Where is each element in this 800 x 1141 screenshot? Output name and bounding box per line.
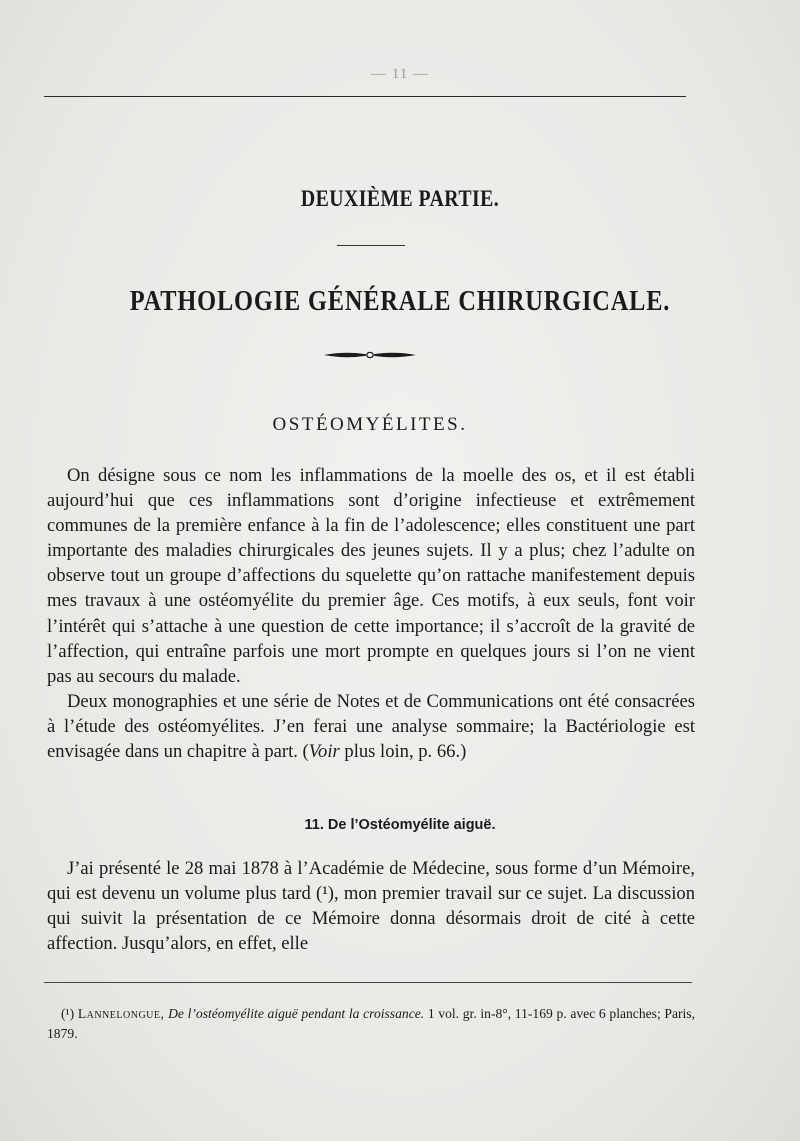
footnote-author: Lannelongue, xyxy=(77,1006,165,1021)
body-text xyxy=(47,463,695,764)
paragraph-text-end: plus loin, p. 66.) xyxy=(339,741,467,763)
footnote-title: De l’ostéomyélite aiguë pendant la croissance. xyxy=(164,1006,425,1021)
page-number: — 11 — xyxy=(371,66,429,82)
footnote-marker: (¹) xyxy=(61,1006,78,1021)
title-divider xyxy=(337,245,405,246)
main-title: PATHOLOGIE GÉNÉRALE CHIRURGICALE. xyxy=(129,285,671,317)
paragraph: On désigne sous ce nom les inflammations de la moelle des os, et il est établi aujourd’hui que ces inflammations sont d’origine infectieuse et extrêmement communes de la première enfance à la fin de l’adolescence; elles constituent une part importante des maladies chirurgicales des jeunes sujets. Il y a plus; chez l’adulte on observe tout un groupe d’affections du squelette qu’on rattache manifestement depuis mes travaux à une ostéomyélite du premier âge. Ces motifs, à eux seuls, font voir l’intérêt qui s’attache à une question de cette importance; il s’accroît de la gravité de l’affection, qui entraîne parfois une mort prompte en quelques jours si l’on ne vient pas au secours du malade. xyxy=(47,465,695,687)
footnote-rule xyxy=(44,982,692,983)
footnote-details: 1 vol. gr. in-8°, 11-169 p. avec 6 planches; Paris, 1879. xyxy=(47,1006,695,1041)
subheading: 11. De l’Ostéomyélite aiguë. xyxy=(304,817,496,833)
paragraph xyxy=(47,689,695,764)
voir-reference: Voir xyxy=(308,741,340,763)
paragraph-text: Deux monographies et une série de Notes et de Communications ont été consacrées à l’étude des ostéomyélites. J’en ferai une analyse sommaire; la Bactériologie est envisagée dans un chapitre à part. ( xyxy=(47,690,695,763)
part-title: DEUXIÈME PARTIE. xyxy=(300,186,500,211)
header-rule xyxy=(44,96,686,97)
ornament-divider-icon xyxy=(322,349,418,361)
paragraph: J’ai présenté le 28 mai 1878 à l’Académie de Médecine, sous forme d’un Mémoire, qui est devenu un volume plus tard (¹), mon premier travail sur ce sujet. La discussion qui suivit la présentation de ce Mémoire donna désormais droit de cité à cette affection. Jusqu’alors, en effet, elle xyxy=(47,858,695,955)
section-title: OSTÉOMYÉLITES. xyxy=(272,414,468,435)
body-text-continued xyxy=(47,856,695,956)
footnote xyxy=(47,1004,695,1044)
